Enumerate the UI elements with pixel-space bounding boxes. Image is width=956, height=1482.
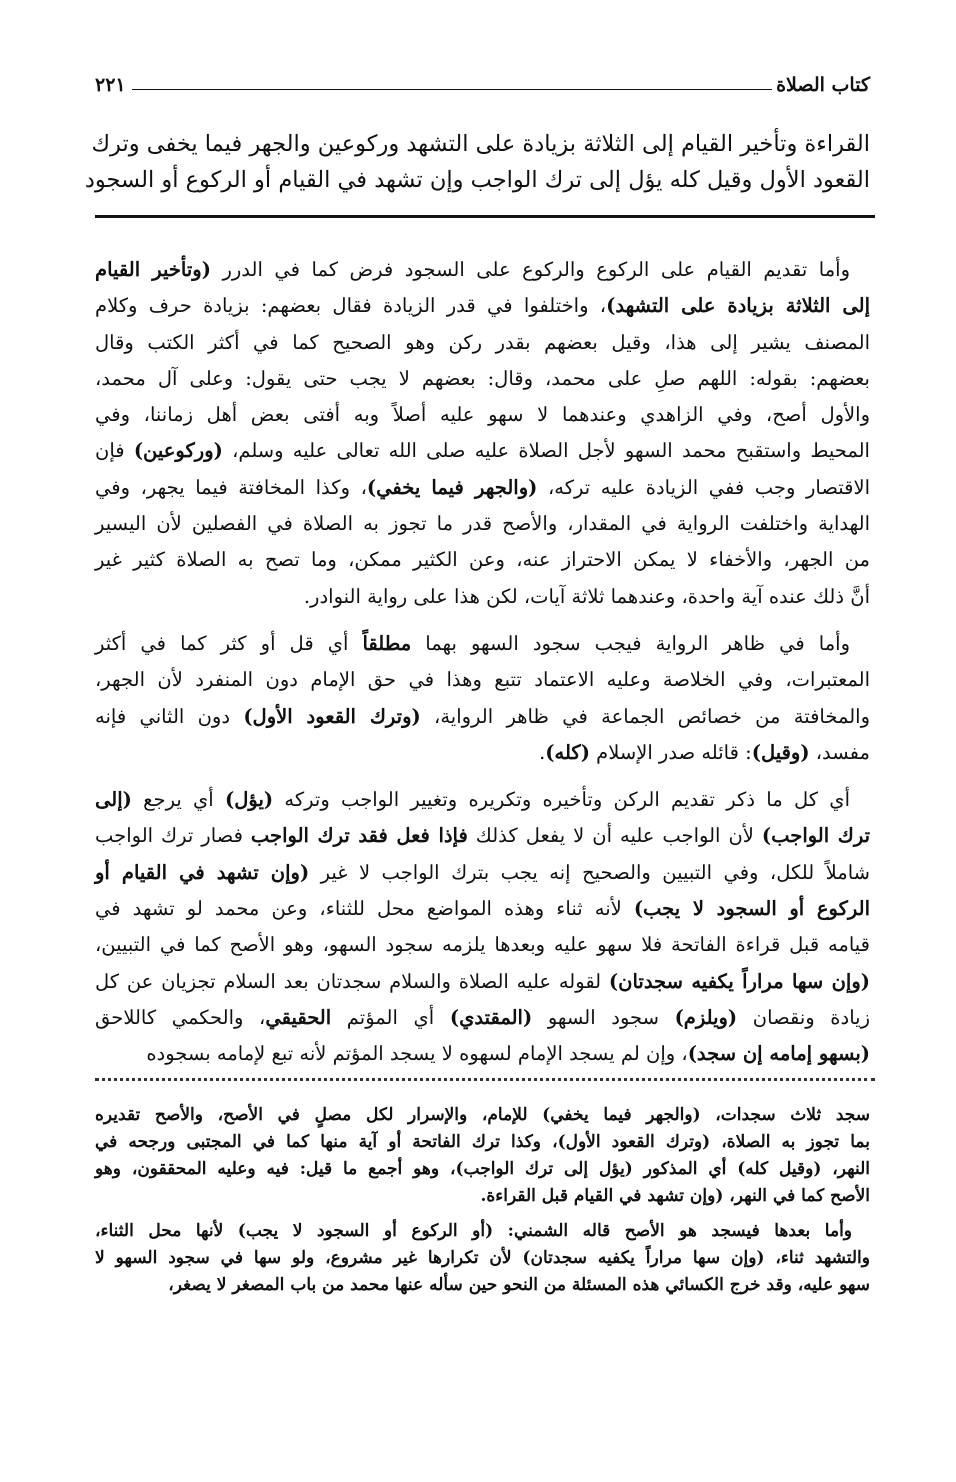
bold-text-segment: (ويلزم) bbox=[674, 1005, 738, 1029]
bold-text-segment: (كله) bbox=[545, 740, 590, 764]
text-line bbox=[95, 818, 870, 854]
text-line bbox=[95, 699, 870, 735]
main-text bbox=[84, 126, 870, 198]
text-segment: سجود السهو bbox=[532, 1005, 675, 1029]
text-segment: والتشهد ثناء، (وإن سها مراراً يكفيه سجدتان) لأن تكرارها غير مشروع، ولو سها في سجود السهو لا bbox=[95, 1248, 870, 1268]
text-segment: مفسد، bbox=[809, 740, 870, 764]
main-text-divider bbox=[95, 215, 875, 218]
text-segment: القعود الأول وقيل كله يؤل إلى ترك الواجب وإن تشهد في القيام أو الركوع أو السجود bbox=[84, 167, 870, 193]
text-segment: بما تجوز به الصلاة، (وترك القعود الأول)، وكذا ترك الفاتحة أو آية منها كما في المجتبى ورجحه في bbox=[95, 1132, 870, 1152]
text-segment: والأول أصح، وفي الزاهدي وعندهما لا سهو عليه أصلاً وبه أفتى بعض أهل زماننا، وفي bbox=[95, 403, 870, 427]
text-line bbox=[95, 964, 870, 1000]
bold-text-segment: إلى الثلاثة بزيادة على التشهد) bbox=[606, 294, 870, 318]
text-segment: سجد ثلاث سجدات، (والجهر فيما يخفي) للإمام، والإسرار لكل مصلٍ في الأصح، والأصح تقديره bbox=[95, 1105, 870, 1125]
text-line bbox=[95, 1245, 870, 1272]
text-segment: لأن الواجب عليه أن لا يفعل كذلك bbox=[467, 824, 762, 848]
running-header bbox=[95, 66, 870, 96]
text-segment: الأصح كما في النهر، (وإن تشهد في القيام قبل القراءة. bbox=[480, 1186, 870, 1206]
bold-text-segment: (وترك القعود الأول) bbox=[243, 704, 421, 728]
text-line bbox=[84, 162, 870, 198]
text-line bbox=[95, 1183, 870, 1210]
text-line bbox=[95, 1272, 870, 1299]
text-segment: المعتبرات، وفي الخلاصة وعليه الاعتماد تتبع وهذا في حق الإمام دون المنفرد لأن الجهر، bbox=[95, 668, 870, 692]
text-segment: القراءة وتأخير القيام إلى الثلاثة بزيادة على التشهد وركوعين والجهر فيما يخفى وترك bbox=[91, 131, 870, 157]
text-segment: الاقتصار وجب ففي الزيادة عليه تركه، bbox=[537, 475, 871, 499]
text-line bbox=[95, 1218, 870, 1245]
text-segment: ، واختلفوا في قدر الزيادة فقال بعضهم: بزيادة حرف وكلام bbox=[95, 294, 607, 318]
text-segment: لأنه ثناء وهذه المواضع محل للثناء، وعن محمد لو تشهد في bbox=[95, 897, 634, 921]
bold-text-segment: الركوع أو السجود لا يجب) bbox=[633, 897, 870, 921]
text-segment: ، وكذا المخافتة فيما يجهر، وفي bbox=[95, 475, 367, 499]
text-segment: : قائله صدر الإسلام bbox=[589, 740, 752, 764]
text-segment: من الجهر، والأخفاء لا يمكن الاحتراز عنه، وعن الكثير ممكن، وما تصح به الصلاة كثير غير bbox=[95, 548, 870, 572]
text-segment: زيادة ونقصان bbox=[737, 1005, 870, 1029]
text-segment: أي يرجع bbox=[131, 788, 226, 812]
text-segment: دون الثاني فإنه bbox=[95, 704, 244, 728]
bold-text-segment: (وتأخير القيام bbox=[95, 258, 211, 281]
text-line bbox=[95, 782, 870, 818]
text-segment: أنَّ ذلك عنده آية واحدة، وعندهما ثلاثة آيات، لكن هذا على رواية النوادر. bbox=[303, 584, 870, 608]
chapter-title: كتاب الصلاة bbox=[776, 74, 870, 96]
text-line bbox=[95, 1129, 870, 1156]
bold-text-segment: الحقيقي bbox=[265, 1005, 332, 1029]
bold-text-segment: فإذا فعل فقد ترك الواجب bbox=[250, 824, 468, 848]
text-line bbox=[95, 1036, 870, 1072]
text-segment: وأما تقديم القيام على الركوع والركوع على السجود فرض كما في الدرر bbox=[210, 258, 851, 281]
text-segment: النهر، (وقيل كله) أي المذكور (يؤل إلى ترك الواجب)، وهو أجمع ما قيل: فيه وعليه المحققون، وهو bbox=[95, 1159, 870, 1179]
paragraph bbox=[95, 782, 870, 1072]
bold-text-segment: (إلى bbox=[95, 788, 132, 812]
text-line bbox=[95, 927, 870, 963]
bold-text-segment: (المقتدي) bbox=[449, 1005, 533, 1029]
text-segment: وأما بعدها فيسجد هو الأصح قاله الشمني: (أو الركوع أو السجود لا يجب) لأنها محل الثناء، bbox=[95, 1221, 852, 1241]
bold-text-segment: (يؤل) bbox=[225, 788, 274, 812]
bold-text-segment: (والجهر فيما يخفي) bbox=[366, 475, 538, 499]
text-segment: وأما في ظاهر الرواية فيجب سجود السهو بهما bbox=[411, 631, 850, 655]
text-segment: المحيط واستقبح محمد السهو لأجل الصلاة عليه صلى الله تعالى عليه وسلم، bbox=[222, 439, 870, 463]
paragraph bbox=[95, 252, 870, 615]
bold-text-segment: مطلقاً bbox=[362, 631, 412, 655]
text-line bbox=[95, 1156, 870, 1183]
text-line bbox=[95, 662, 870, 698]
bold-text-segment: (وإن سها مراراً يكفيه سجدتان) bbox=[608, 969, 870, 993]
text-segment: فصار ترك الواجب bbox=[95, 824, 251, 848]
text-line bbox=[95, 470, 870, 506]
text-segment: بعضهم: بقوله: اللهم صلِ على محمد، وقال: بعضهم لا يجب حتى يقول: وعلى آل محمد، bbox=[95, 366, 870, 390]
text-line bbox=[95, 325, 870, 361]
text-segment: المصنف يشير إلى هذا، وقيل بعضهم بقدر ركن وهو الصحيح كما في أكثر الكتب وقال bbox=[95, 330, 870, 354]
text-line bbox=[95, 397, 870, 433]
text-line bbox=[95, 626, 870, 662]
text-line bbox=[95, 855, 870, 891]
text-line bbox=[95, 1000, 870, 1036]
commentary bbox=[95, 252, 870, 1084]
text-line bbox=[95, 433, 870, 469]
header-rule bbox=[132, 89, 772, 90]
paragraph bbox=[95, 1218, 870, 1299]
text-line bbox=[95, 579, 870, 615]
text-segment: قيامه قبل قراءة الفاتحة فلا سهو عليه وبعدها يلزمه سجود السهو، وهو الأصح كما في التبيين، bbox=[95, 933, 870, 957]
bold-text-segment: (وقيل) bbox=[751, 740, 810, 764]
text-segment: الهداية واختلفت الرواية في المقدار، والأصح قدر ما تجوز به الصلاة في الفصلين لأن اليسير bbox=[95, 512, 870, 536]
paragraph bbox=[95, 1102, 870, 1210]
text-segment: أي قل أو كثر كما في أكثر bbox=[95, 631, 363, 655]
text-segment: سهو عليه، وقد خرج الكسائي هذه المسئلة من النحو حين سأله عنها محمد من باب المصغر لا يصغر، bbox=[168, 1275, 870, 1295]
text-segment: شاملاً للكل، وفي التبيين والصحيح إنه يجب بترك الواجب لا غير bbox=[309, 860, 870, 884]
bold-text-segment: ترك الواجب) bbox=[761, 824, 871, 848]
text-segment: أي المؤتم bbox=[331, 1005, 450, 1029]
text-line bbox=[95, 891, 870, 927]
bold-text-segment: (وركوعين) bbox=[133, 439, 223, 463]
text-segment: . bbox=[539, 740, 546, 764]
text-segment: ، وإن لم يسجد الإمام لسهوه لا يسجد المؤتم لأنه تبع لإمامه بسجوده bbox=[146, 1042, 688, 1066]
text-line bbox=[95, 506, 870, 542]
text-line bbox=[95, 288, 870, 324]
text-line bbox=[95, 542, 870, 578]
text-segment: والمخافتة من خصائص الجماعة في ظاهر الرواية، bbox=[420, 704, 870, 728]
text-line bbox=[95, 735, 870, 771]
text-segment: ، والحكمي كاللاحق bbox=[95, 1005, 266, 1029]
footnote-divider bbox=[95, 1078, 875, 1081]
footnote bbox=[95, 1102, 870, 1307]
text-line bbox=[91, 126, 870, 162]
bold-text-segment: (بسهو إمامه إن سجد) bbox=[687, 1042, 870, 1066]
text-line bbox=[95, 1102, 870, 1129]
text-segment: أي كل ما ذكر تقديم الركن وتأخيره وتكريره وتغيير الواجب وتركه bbox=[273, 788, 850, 812]
bold-text-segment: (وإن تشهد في القيام أو bbox=[95, 860, 310, 884]
text-segment: فإن bbox=[95, 439, 134, 463]
text-segment: لقوله عليه الصلاة والسلام سجدتان بعد السلام تجزيان عن كل bbox=[95, 969, 609, 993]
paragraph bbox=[95, 626, 870, 771]
text-line bbox=[95, 361, 870, 397]
text-line bbox=[95, 252, 870, 288]
page-number: ٢٢١ bbox=[95, 74, 126, 96]
